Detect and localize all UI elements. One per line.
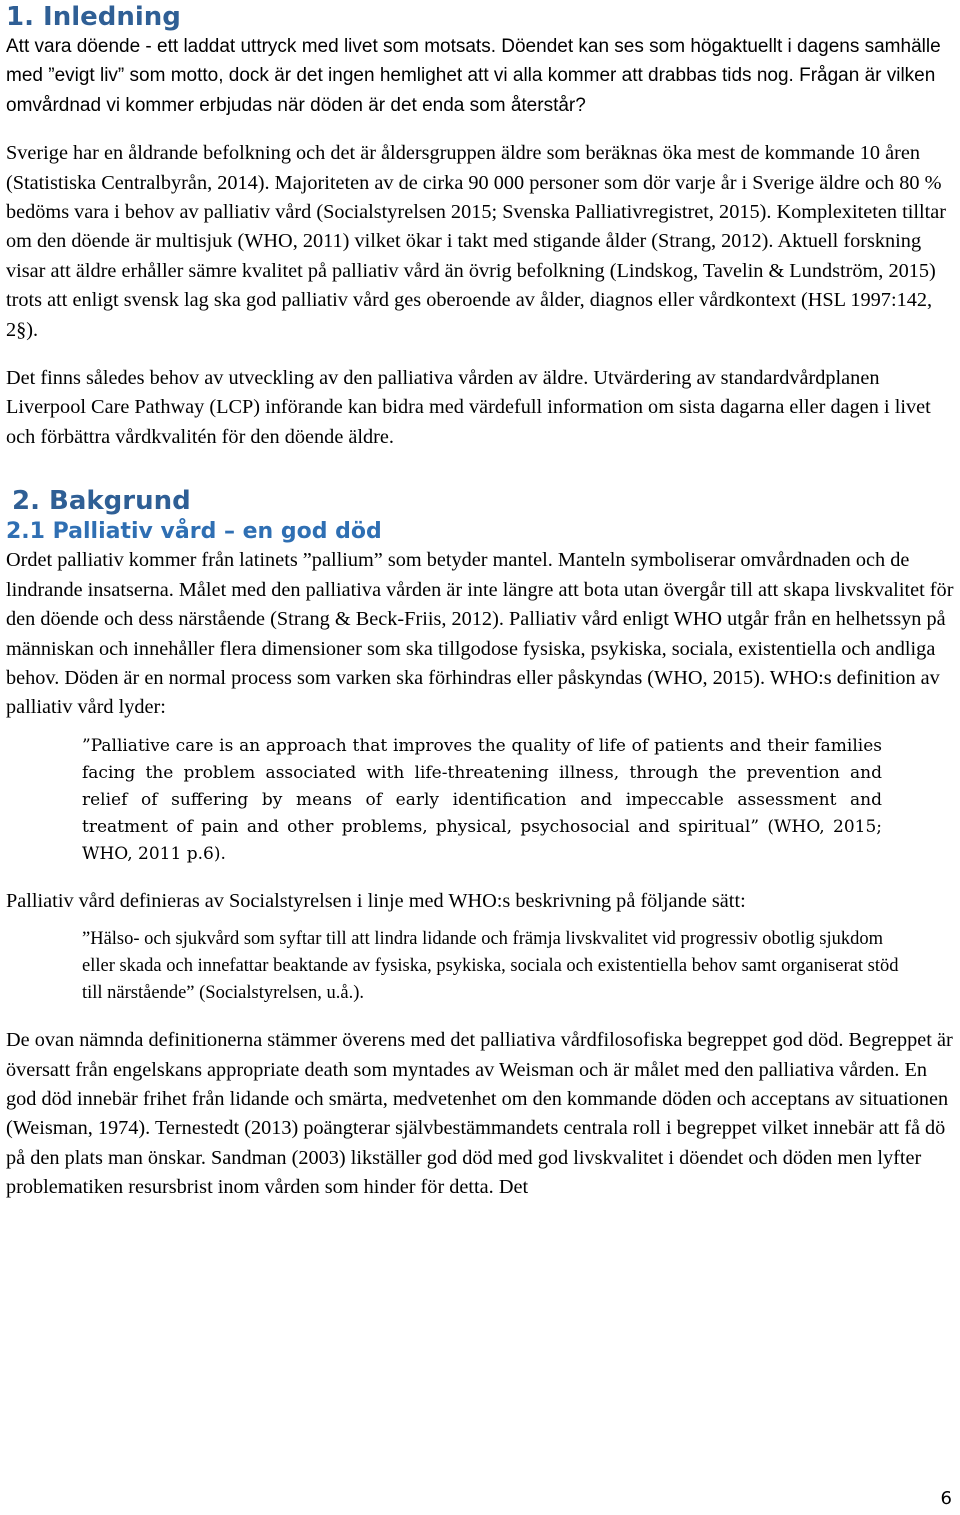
intro-paragraph-2: Sverige har en åldrande befolkning och det är åldersgruppen äldre som beräknas öka mest de kommande 10 åren (Statistiska Centralbyrån, 2014). Majoriteten av de cirka 90 000 personer som dör varje år i Sverige äldre och 80 % bedöms vara i behov av palliativ vård (Socialstyrelsen 2015; Svenska Palliativregistret, 2015). Komplexiteten tilltar om den döende är multisjuk (WHO, 2011) vilket ökar i takt med stigande ålder (Strang, 2012). Aktuell forskning visar att äldre erhåller sämre kvalitet på palliativ vård än övrig befolkning (Lindskog, Tavelin & Lundström, 2015) trots att enligt svensk lag ska god palliativ vård ges oberoende av ålder, diagnos eller vårdkontext (HSL 1997:142, 2§). (6, 142, 947, 341)
heading-bakgrund: 2. Bakgrund (12, 486, 191, 517)
background-paragraph-2: Palliativ vård definieras av Socialstyrelsen i linje med WHO:s beskrivning på följande sätt: (6, 889, 746, 912)
intro-paragraph-1: Att vara döende - ett laddat uttryck med livet som motsats. Döendet kan ses som högaktuellt i dagens samhälle med ”evigt liv” som motto, dock är det ingen hemlighet att vi alla kommer att drabbas tids nog. Frågan är vilken omvårdnad vi kommer erbjudas när döden är det enda som återstår? (6, 36, 941, 116)
background-paragraph-3: De ovan nämnda definitionerna stämmer överens med det palliativa vårdfilosofiska begreppet god död. Begreppet är översatt från engelskans appropriate death som myntades av Weisman och är målet med den palliativa vården. En god död innebär frihet från lidande och smärta, medvetenhet om den kommande döden och acceptans av situationen (Weisman, 1974). Ternestedt (2013) poängterar självbestämmandets centrala roll i begreppet vilket innebär att få dö på den plats man önskar. Sandman (2003) likställer god död med god livskvalitet i döendet och döden men lyfter problematiken resursbrist inom vården som hinder för detta. Det (6, 1029, 953, 1199)
page-number: 6 (940, 1488, 952, 1509)
intro-paragraph-3: Det finns således behov av utveckling av den palliativa vården av äldre. Utvärdering av standardvårdplanen Liverpool Care Pathway (LCP) införande kan bidra med värdefull information om sista dagarna eller dagen i livet och förbättra vårdkvalitén för den döende äldre. (6, 367, 931, 448)
spacer (6, 868, 956, 887)
document-page (6, 0, 956, 1203)
spacer (6, 1007, 956, 1026)
spacer (6, 120, 956, 139)
socialstyrelsen-definition-quote: ”Hälso- och sjukvård som syftar till att lindra lidande och främja livskvalitet vid progressiv obotlig sjukdom eller skada och innefattar beaktande av fysiska, psykiska, sociala och existentiella behov samt organiserat stöd till närstående” (Socialstyrelsen, u.å.). (82, 929, 899, 1004)
subheading-palliativ-vard: 2.1 Palliativ vård – en god död (6, 519, 382, 545)
who-definition-quote: ”Palliative care is an approach that improves the quality of life of patients and their families facing the problem associated with life-threatening illness, through the prevention and relief of suffering by means of early identification and impeccable assessment and treatment of pain and other problems, physical, psychosocial and spiritual” (WHO, 2015; WHO, 2011 p.6). (82, 735, 882, 864)
background-paragraph-1: Ordet palliativ kommer från latinets ”pallium” som betyder mantel. Manteln symboliserar omvårdnaden och de lindrande insatserna. Målet med den palliativa vården är inte längre att bota utan övergår till att skapa livskvalitet för den döende och dess närstående (Strang & Beck-Friis, 2012). Palliativ vård enligt WHO utgår från en helhetssyn på människan och innehåller flera dimensioner som ska tillgodose fysiska, psykiska, sociala, existentiella och andliga behov. Döden är en normal process som varken ska förhindras eller påskyndas (WHO, 2015). WHO:s definition av palliativ vård lyder: (6, 549, 954, 719)
spacer (6, 345, 956, 364)
heading-inledning: 1. Inledning (6, 2, 181, 32)
